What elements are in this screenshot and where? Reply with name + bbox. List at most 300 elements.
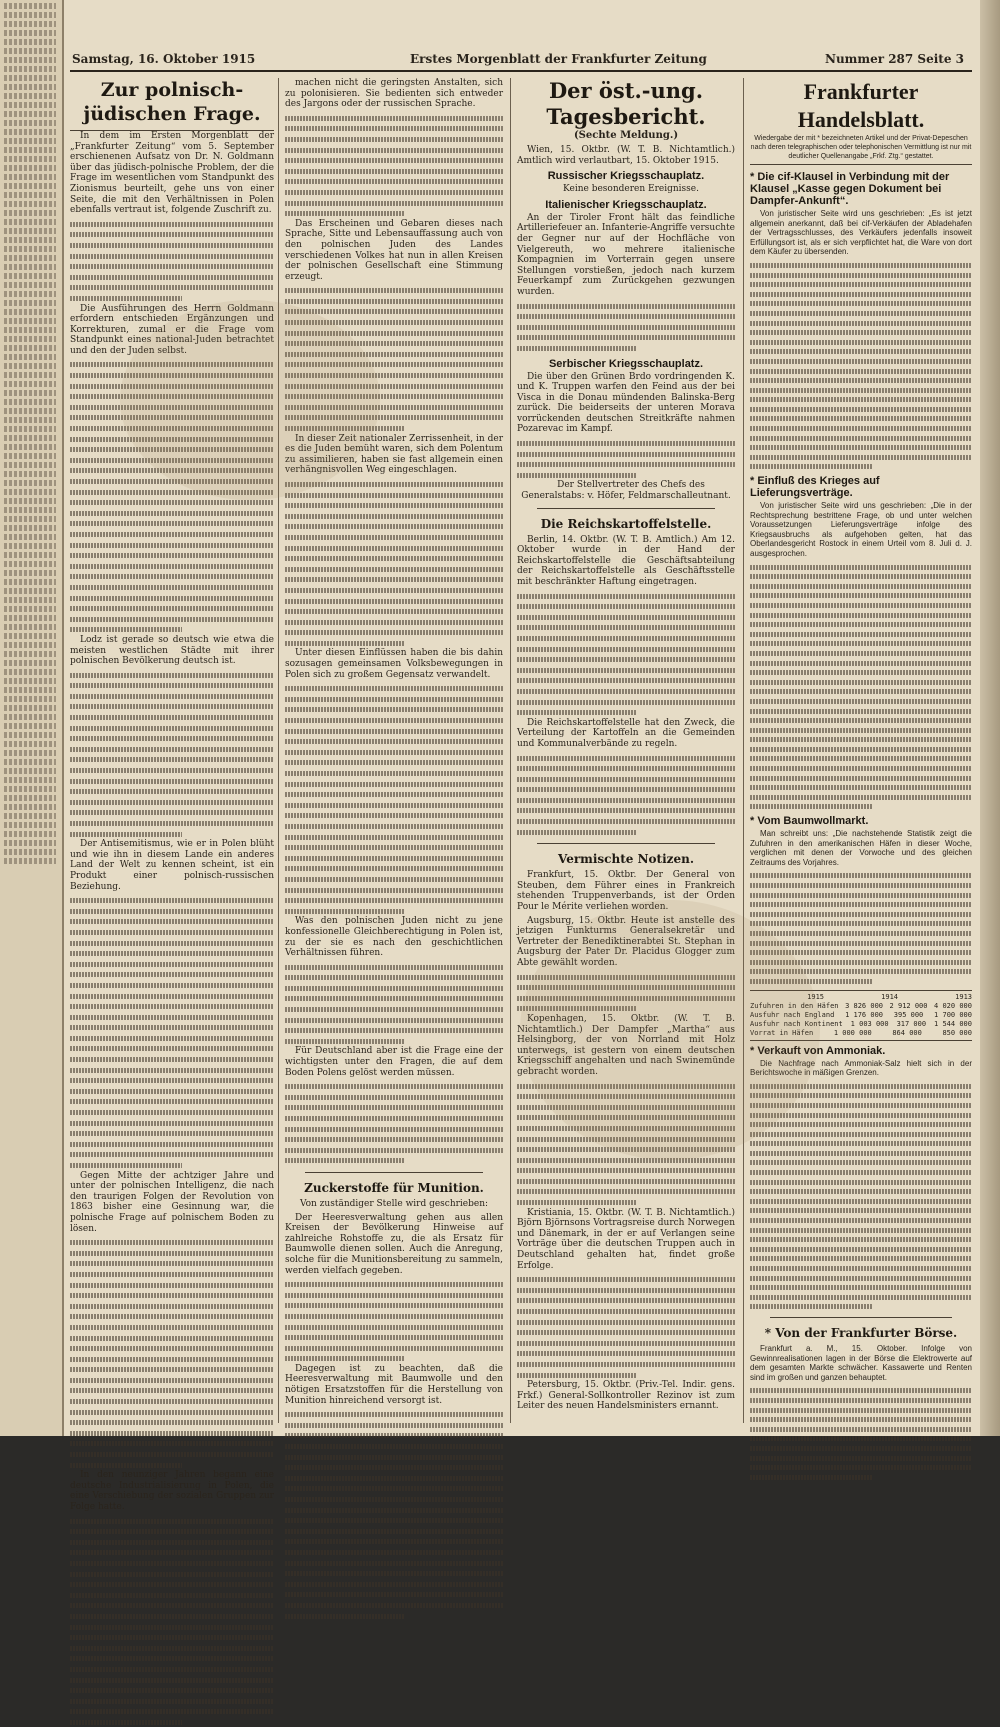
text-line [70,272,274,283]
text-line [285,1494,503,1505]
text-line [4,849,56,855]
text-line [4,48,56,54]
text-line [750,610,972,620]
text-line [70,261,274,272]
table-cell: 850 000 [942,1028,972,1037]
text-line [4,363,56,369]
illegible-text-lines [285,479,503,649]
text-line [750,1148,972,1158]
text-line [750,1225,972,1235]
text-line [285,1589,503,1600]
text-line [4,624,56,630]
text-line [4,228,56,234]
text-line [517,1295,735,1306]
text-line [750,308,972,318]
text-line [517,1197,637,1208]
text-line [285,726,503,737]
text-line [750,648,972,658]
text-line [285,1483,503,1494]
text-line [70,691,274,702]
text-line [70,1354,274,1365]
text-line [4,579,56,585]
paragraph: Wien, 15. Oktbr. (W. T. B. Nichtamtlich.) Amtlich wird verlautbart, 15. Oktober 1915. [517,145,735,166]
text-line [285,1134,503,1145]
text-line [750,1167,972,1177]
paragraph: In dem im Ersten Morgenblatt der „Frankfurter Zeitung“ vom 5. September erschienenen Aufsatz von Dr. N. Goldmann über das jüdisch-polnische Problem, der die Frage im wesentlichen vom Standpunkt des Zionismus beurteilt, gehe uns von einer Seite, die mit den Verhältnissen in Polen ebenfalls vertraut ist, folgende Zuschrift zu. [70,131,274,216]
text-line [750,928,972,938]
masthead-title: Erstes Morgenblatt der Frankfurter Zeitung [410,52,707,66]
text-line [4,165,56,171]
paragraph: Die Nachfrage nach Ammoniak-Salz hielt sich in der Berichtswoche in mäßigen Grenzen. [750,1058,972,1078]
text-line [4,660,56,666]
text-line [285,412,503,423]
text-line [285,1536,503,1547]
column-rule [510,78,511,1423]
text-line [285,779,503,790]
table-cell: 317 000 [896,1019,927,1028]
text-line [285,317,503,328]
column-1 [70,78,274,1512]
text-line [750,938,972,948]
text-line [750,385,972,395]
text-line [285,1332,503,1343]
text-line [285,906,405,917]
text-line [517,805,735,816]
text-line [4,66,56,72]
illegible-text-lines [70,670,274,840]
text-line [4,282,56,288]
text-line [4,552,56,558]
text-line [4,561,56,567]
text-line [4,588,56,594]
text-line [517,591,735,602]
article-heading: * Verkauft von Ammoniak. [750,1044,886,1057]
text-line [285,715,503,726]
text-line [70,402,274,413]
text-line [285,134,503,145]
text-line [4,786,56,792]
text-line [750,279,972,289]
text-line [750,1081,972,1091]
text-line [750,571,972,581]
text-line [285,1558,503,1569]
text-line [70,465,274,476]
paragraph: Keine besonderen Ereignisse. [563,184,699,195]
text-line [4,732,56,738]
paragraph: Lodz ist gerade so deutsch wie etwa die meisten westlichen Städte mit ihrer polnischen Bevölkerung deutsch ist. [70,634,274,667]
paragraph: Dagegen ist zu beachten, daß die Heeresverwaltung mit Baumwolle und den nötigen Ersatzstoffen für die Herstellung von Munition hinreichend versorgt ist. [285,1363,503,1406]
text-line [285,800,503,811]
text-line [4,174,56,180]
text-line [517,1081,735,1092]
text-line [70,807,274,818]
text-line [750,298,972,308]
text-line [70,1643,274,1654]
text-line [70,818,274,829]
text-line [285,832,503,843]
text-line [285,704,503,715]
text-line [750,1433,972,1443]
text-line [750,590,972,600]
illegible-text-lines [517,438,735,480]
text-line [750,1090,972,1100]
text-line [4,390,56,396]
text-line [517,612,735,623]
text-line [4,678,56,684]
text-line [285,1462,503,1473]
paragraph: Von juristischer Seite wird uns geschrieben: „Die in der Rechtsprechung bestrittene Frage, ob und unter welchen Voraussetzungen Lieferungsverträge infolge des Kriegsausbruchs als aufgehoben gelten, hat das Oberlandesgericht Rostock in einem Urteil vom 8. Juli d. J. ausgesprochen. [750,501,972,558]
illegible-text-lines [750,1081,972,1311]
article-heading: * Von der Frankfurter Börse. [764,1325,958,1340]
text-line [70,1385,274,1396]
text-line [750,1205,972,1215]
text-line [70,1149,274,1160]
text-line [70,219,274,230]
text-line [4,705,56,711]
text-line [750,696,972,706]
illegible-text-lines [285,113,503,219]
text-line [4,354,56,360]
text-line [750,1292,972,1302]
text-line [517,1091,735,1102]
text-line [517,311,735,322]
text-line [750,1157,972,1167]
illegible-text-lines [517,753,735,838]
text-line [70,1622,274,1633]
text-line [517,343,637,354]
text-line [517,827,637,838]
text-line [750,706,972,716]
text-line [4,399,56,405]
text-line [517,993,735,1004]
text-line [285,1102,503,1113]
text-line [285,479,503,490]
paragraph: Berlin, 14. Oktbr. (W. T. B. Amtlich.) Am 12. Oktober wurde in der Hand der Reichskartoffelstelle die Geschäftsabteilung der Reichskartoffelstelle als Geschäftsstelle mit beschränkter Haftung eingetragen. [517,534,735,587]
text-line [750,782,972,792]
text-line [4,804,56,810]
table-header-cell: 1913 [955,992,972,1001]
text-line [4,381,56,387]
text-line [70,744,274,755]
text-line [4,237,56,243]
article-byline: Von zuständiger Stelle wird geschrieben: [299,1198,489,1209]
text-line [70,991,274,1002]
table-cell: 2 912 000 [889,1001,928,1010]
text-line [70,1118,274,1129]
paragraph: Petersburg, 15. Oktbr. (Priv.-Tel. Indir. gens. Frkf.) General-Sollkontroller Rezinov ist zum Leiter des neuen Handelsministers ernannt. [517,1380,735,1412]
text-line [70,1160,182,1171]
text-line [517,1370,637,1381]
paragraph: Die Reichskartoffelstelle hat den Zweck, die Verteilung der Kartoffeln an die Gemeinden und Kommunalverbände zu regeln. [517,717,735,749]
text-line [750,1100,972,1110]
text-line [4,3,56,9]
text-line [4,309,56,315]
text-line [285,895,503,906]
text-line [285,113,503,124]
article-heading: * Einfluß des Krieges auf Lieferungsverträge. [750,475,880,500]
text-line [750,686,972,696]
text-line [285,1290,503,1301]
text-line [750,1119,972,1129]
text-line [70,508,274,519]
text-line [285,176,503,187]
text-line [517,1348,735,1359]
text-line [70,1460,182,1471]
text-line [4,651,56,657]
text-line [4,147,56,153]
text-line [285,1568,503,1579]
text-line [4,192,56,198]
illegible-text-lines [285,683,503,916]
text-line [285,553,503,564]
text-line [750,318,972,328]
text-line [285,500,503,511]
text-line [70,1632,274,1643]
text-line [285,1036,405,1047]
text-line [4,57,56,63]
text-line [70,1438,274,1449]
text-line [70,497,274,508]
text-line [70,1685,274,1696]
text-line [70,1311,274,1322]
text-line [70,370,274,381]
text-line [70,282,274,293]
text-line [750,744,972,754]
text-line [4,417,56,423]
text-line [4,291,56,297]
text-line [285,543,503,554]
text-line [4,759,56,765]
text-line [70,1343,274,1354]
text-line [4,687,56,693]
text-line [517,438,735,449]
text-line [4,570,56,576]
text-line [70,916,274,927]
text-line [70,1653,274,1664]
text-line [4,12,56,18]
text-line [70,1269,274,1280]
text-line [517,459,735,470]
text-line [4,606,56,612]
text-line [285,694,503,705]
text-line [4,642,56,648]
text-line [517,675,735,686]
text-line [750,1443,972,1453]
text-line [70,1001,274,1012]
article-title: Zur polnisch-jüdischen Frage. [70,78,274,131]
text-line [517,622,735,633]
text-line [4,516,56,522]
text-line [517,601,735,612]
text-line [285,1343,503,1354]
text-line [70,1086,274,1097]
text-line [750,1263,972,1273]
text-line [70,1696,274,1707]
text-line [70,1664,274,1675]
section-heading: Italienischer Kriegsschauplatz. [545,198,707,211]
text-line [70,550,274,561]
paragraph: In den neunziger Jahren begann eine deutsche Industrialisierung in Polen, die eine Verschiebung der sozialen Gruppen zur Folge hatte. [70,1470,274,1512]
text-line [4,543,56,549]
paragraph: machen nicht die geringsten Anstalten, sich zu polonisieren. Sie bedienten sich entweder des Jargons oder der russischen Sprache. [285,78,503,110]
table-cell: 1 176 000 [845,1010,883,1019]
text-line [4,714,56,720]
illegible-text-lines [70,1237,274,1470]
text-line [70,1537,274,1548]
text-line [285,166,503,177]
text-line [70,1022,274,1033]
text-line [4,777,56,783]
page-edge-shadow [980,0,1000,1436]
text-line [285,1473,503,1484]
paragraph: An der Tiroler Front hält das feindliche Artilleriefeuer an. Infanterie-Angriffe versuchte der Gegner nur auf der Hochfläche von Vielgereuth, wo mehrere italienische Kompagnien im Vorterrain gegen unsere Stellungen vorstießen, jedoch nach kurzem Feuerkampf zum Zurückgehen gezwungen wurden. [517,212,735,297]
text-line [4,768,56,774]
text-line [285,863,503,874]
text-line [750,890,972,900]
statistics-table [750,990,972,1041]
text-line [750,1282,972,1292]
text-line [750,1186,972,1196]
text-line [750,899,972,909]
text-line [285,423,405,434]
text-line [285,208,405,219]
text-line [70,229,274,240]
text-line [4,201,56,207]
text-line [70,765,274,776]
newspaper-sheet [70,48,972,1512]
text-line [750,909,972,919]
text-line [4,507,56,513]
text-line [70,712,274,723]
text-line [285,187,503,198]
text-line [70,1611,274,1622]
text-line [285,962,503,973]
text-line [70,1333,274,1344]
report-subtitle: (Sechte Meldung.) [573,130,679,141]
text-line [517,1317,735,1328]
text-line [4,111,56,117]
paragraph: Der Antisemitismus, wie er in Polen blüht und wie ihn in diesem Lande ein anderes Land der Welt zu kennen scheint, ist ein Produkt einer polnisch-russischen Beziehung. [70,839,274,892]
text-line [70,1396,274,1407]
text-line [517,1306,735,1317]
text-line [70,959,274,970]
text-line [517,1144,735,1155]
text-line [285,1515,503,1526]
text-line [4,840,56,846]
text-line [4,741,56,747]
illegible-text-lines [750,260,972,471]
text-line [285,736,503,747]
text-line [285,1547,503,1558]
text-line [4,75,56,81]
text-line [750,734,972,744]
text-line [4,822,56,828]
text-line [750,423,972,433]
text-line [285,885,503,896]
text-line [70,381,274,392]
illegible-text-lines [750,562,972,811]
text-line [70,1516,274,1527]
text-line [4,723,56,729]
text-line [750,404,972,414]
text-line [750,375,972,385]
illegible-text-lines [750,1385,972,1481]
illegible-text-lines [517,1081,735,1208]
text-line [70,561,274,572]
text-line [4,102,56,108]
text-line [517,449,735,460]
illegible-text-lines [517,301,735,354]
text-line [750,289,972,299]
text-line [70,593,274,604]
table-row [750,1011,972,1020]
text-line [70,571,274,582]
text-line [70,1449,274,1460]
text-line [70,434,274,445]
text-line [517,795,735,806]
paragraph: Von juristischer Seite wird uns geschrieben: „Es ist jetzt allgemein anerkannt, daß bei cif-Verkäufen der Abladehafen der Vertragsschlusses, des Verkäufers jedenfalls insoweit Erfüllungsort ist, als er sich verpflichtet hat, die Ware von dort dem Käufer zu übersenden. [750,209,972,257]
article-heading: * Vom Baumwollmarkt. [750,815,869,828]
text-line [285,1124,503,1135]
column-rule [278,78,279,1423]
text-line [285,490,503,501]
text-line [750,442,972,452]
paragraph: Kristiania, 15. Oktbr. (W. T. B. Nichtamtlich.) Björn Björnsons Vortragsreise durch Norwegen und Dänemark, in der er auf Verlangen seine Vorträge über die deutschen Truppen auch in Deutschland gehalten hat, findet große Erfolge. [517,1207,735,1271]
text-line [750,1129,972,1139]
text-line [70,1096,274,1107]
text-line [4,246,56,252]
text-line [4,480,56,486]
text-line [285,1279,503,1290]
text-line [285,574,503,585]
text-line [750,1424,972,1434]
text-line [285,810,503,821]
text-line [4,84,56,90]
text-line [4,138,56,144]
text-line [70,1054,274,1065]
text-line [70,540,274,551]
article-heading: Vermischte Notizen. [558,852,694,867]
text-line [285,993,503,1004]
text-line [4,795,56,801]
text-line [517,665,735,676]
text-line [750,1253,972,1263]
text-line [750,976,872,986]
text-line [750,1234,972,1244]
text-line [4,633,56,639]
text-line [4,696,56,702]
text-line [70,412,274,423]
text-line [70,487,274,498]
text-line [285,511,503,522]
text-line [4,336,56,342]
illegible-text-lines [285,285,503,433]
text-line [4,615,56,621]
text-line [285,1420,503,1431]
text-line [285,123,503,134]
text-line [285,1611,405,1622]
text-line [285,1092,503,1103]
illegible-text-lines [517,972,735,1014]
text-line [750,629,972,639]
text-line [70,529,274,540]
text-line [70,518,274,529]
text-line [4,813,56,819]
text-line [285,198,503,209]
text-line [4,489,56,495]
text-line [750,658,972,668]
text-line [750,667,972,677]
